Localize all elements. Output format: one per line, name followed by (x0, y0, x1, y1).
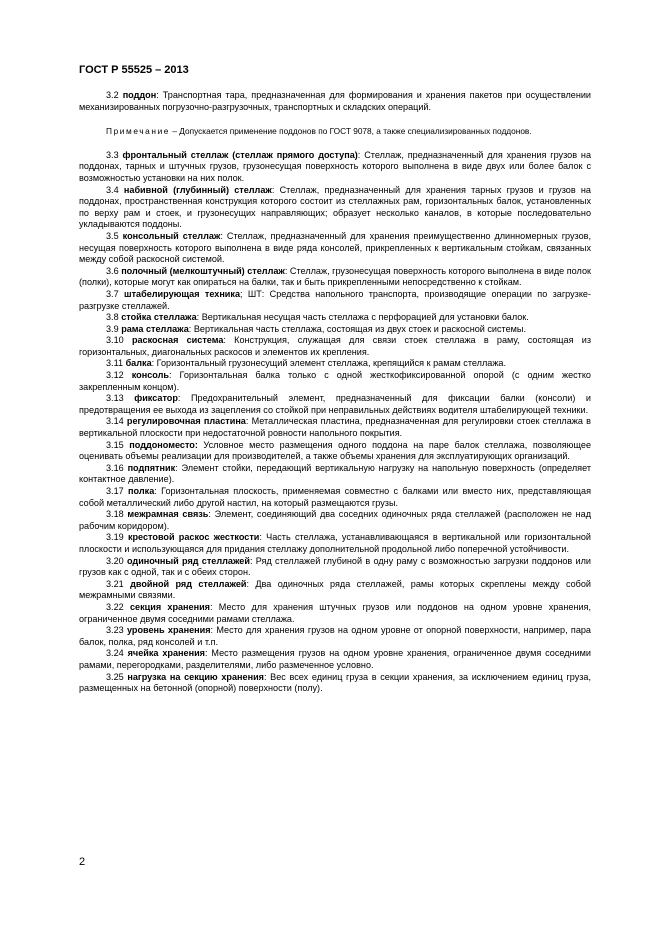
term-text: : Место для хранения грузов на одном уровне от опорной поверхности, например, пара балок, полка, ряд консолей и т.п. (79, 625, 591, 647)
term-number: 3.18 (106, 509, 124, 520)
term-text: : Элемент, соединяющий два соседних одиночных ряда стеллажей (расположен не над рабочим коридором). (79, 509, 592, 531)
term-definition (79, 312, 591, 324)
term-name: поддон (122, 90, 157, 100)
term-text: : Место для хранения штучных грузов или поддонов на одном уровне хранения, ограниченное двумя соседними рамами стеллажа. (79, 601, 591, 624)
term-text: : Горизонтальный грузонесущий элемент стеллажа, крепящийся к рамам стеллажа. (151, 358, 506, 369)
document-body (79, 90, 591, 695)
term-text: : Транспортная тара, предназначенная для формирования и хранения пакетов при осуществлении механизированных погрузочно-разгрузочных, транспортных и складских операций. (79, 90, 591, 112)
term-definition (79, 509, 591, 532)
term-name: крестовой раскос жесткости (127, 532, 260, 543)
term-definition (79, 648, 591, 671)
term-number: 3.4 (106, 184, 119, 195)
term-number: 3.23 (106, 625, 124, 636)
term-text: ; ШТ: Средства напольного транспорта, производящие операции по загрузке-разгрузке стеллажей. (79, 288, 591, 311)
term-number: 3.9 (106, 323, 119, 334)
term-definition (79, 231, 591, 266)
term-definition (79, 150, 591, 185)
term-text: : Вес всех единиц груза в секции хранения, за исключением единиц груза, размещенных на бетонной (опорной) поверхности (полу). (79, 671, 591, 694)
term-name: нагрузка на секцию хранения (127, 671, 264, 682)
term-text: Условное место размещения одного поддона на паре балок стеллажа, позволяющее оценивать объемы реализации для производителей, а также объемы хранения для эксплуатирующих организаций. (79, 439, 591, 462)
term-definition (79, 335, 591, 358)
note-label: Примечание (106, 126, 171, 137)
term-number: 3.3 (106, 149, 119, 160)
term-text: : Элемент стойки, передающий вертикальную нагрузку на напольную поверхность (определяет контактное давление). (79, 462, 592, 485)
term-definition (79, 602, 591, 625)
term-definition (79, 90, 591, 113)
term-number: 3.14 (106, 416, 124, 427)
term-text: : Вертикальная несущая часть стеллажа с перфорацией для установки балок. (196, 312, 529, 323)
term-number: 3.10 (106, 335, 124, 346)
term-number: 3.5 (106, 230, 119, 241)
term-name: полочный (мелкоштучный) стеллаж (121, 265, 285, 276)
term-text: : Предохранительный элемент, предназначенный для фиксации балки (консоли) и предотвращения ее выхода из зацепления со стойкой при неправильных действиях водителя штабелирующей техники. (79, 393, 591, 415)
term-definition (79, 266, 591, 289)
term-number: 3.17 (106, 486, 124, 496)
term-name: балка (125, 358, 152, 369)
term-number: 3.16 (106, 462, 124, 473)
term-name: полка (128, 486, 155, 496)
term-definition (79, 556, 591, 579)
term-definition (79, 370, 591, 393)
pre-term-list (79, 90, 591, 113)
term-name: раскосная система (131, 335, 224, 346)
term-number: 3.15 (106, 439, 124, 450)
term-text: : Конструкция, служащая для связи стоек стеллажа в раму, состоящая из горизонтальных, диагональных раскосов и элементов их крепления. (79, 335, 591, 357)
term-name: секция хранения (129, 601, 210, 612)
term-number: 3.24 (106, 648, 124, 659)
term-number: 3.6 (106, 265, 119, 276)
term-number: 3.8 (106, 312, 119, 323)
term-text: : Ряд стеллажей глубиной в одну раму с возможностью загрузки поддонов или грузов как с одной, так и с обеих сторон. (79, 555, 591, 578)
term-definition (79, 440, 591, 463)
term-name: подпятник (127, 462, 176, 473)
term-text: : Горизонтальная плоскость, применяемая совместно с балками или вместо них, представляющая собой металлический либо другой настил, на который размещаются грузы. (79, 486, 591, 508)
term-name: консольный стеллаж (122, 230, 221, 241)
term-name: стойка стеллажа (121, 312, 197, 323)
term-definition (79, 393, 591, 416)
note (79, 126, 591, 137)
term-number: 3.12 (106, 370, 124, 381)
term-text: : Стеллаж, грузонесущая поверхность которого выполнена в виде полок (полки), которые могут как опираться на балки, так и быть прикрепленными непосредственно к стойкам. (79, 265, 591, 288)
term-text: : Стеллаж, предназначенный для хранения грузов на поддонах, тарных и штучных грузов, грузонесущая поверхность которого выполнена в виде двух или более балок с возможностью установки на них полок. (79, 149, 592, 183)
term-text: : Стеллаж, предназначенный для хранения преимущественно длинномерных грузов, несущая поверхность которого выполнена в виде ряда консолей, прикрепленных к вертикальным стойкам, связанных между собой раскосной системой. (79, 230, 591, 265)
term-number: 3.20 (106, 555, 124, 566)
term-name: регулировочная пластина (126, 416, 246, 427)
term-definition (79, 672, 591, 695)
term-number: 3.19 (106, 532, 124, 543)
term-name: фиксатор (134, 393, 178, 404)
document-header: ГОСТ Р 55525 – 2013 (79, 64, 189, 76)
term-number: 3.21 (106, 578, 124, 589)
term-name: одиночный ряд стеллажей (126, 555, 250, 566)
term-name: штабелирующая техника (124, 288, 241, 299)
term-number: 3.11 (106, 358, 124, 369)
term-number: 3.13 (106, 393, 124, 404)
term-name: консоль (131, 370, 169, 381)
term-text: : Место размещения грузов на одном уровне хранения, ограниченное двумя соседними рамами, перегородками, разделителями, либо размеченное условно. (79, 648, 592, 670)
term-definition (79, 416, 591, 439)
term-name: межрамная связь (127, 509, 209, 520)
term-text: : Вертикальная часть стеллажа, состоящая из двух стоек и раскосной системы. (188, 323, 526, 334)
term-text: : Два одиночных ряда стеллажей, рамы которых скреплены между собой межрамными связями. (79, 578, 591, 601)
term-name: набивной (глубинный) стеллаж (123, 184, 272, 195)
term-definition (79, 463, 591, 486)
page-number: 2 (79, 856, 86, 868)
term-text: : Горизонтальная балка только с одной жесткофиксированной опорой (с одним жестко закрепленным концом). (79, 370, 591, 392)
term-definition (79, 625, 591, 648)
term-definition (79, 486, 591, 509)
term-text: : Металлическая пластина, предназначенная для регулировки стоек стеллажа в вертикальной плоскости при недостаточной ровности напольного покрытия. (79, 416, 591, 439)
term-number: 3.22 (106, 601, 124, 612)
term-definition (79, 289, 591, 312)
term-definition (79, 324, 591, 336)
note-text: – Допускается применение поддонов по ГОСТ 9078, а также специализированных поддонов. (170, 126, 532, 137)
term-name: двойной ряд стеллажей (130, 578, 247, 589)
term-name: рама стеллажа (121, 323, 189, 334)
term-name: поддономесто: (129, 439, 198, 450)
term-number: 3.2 (106, 90, 119, 100)
term-definition (79, 358, 591, 370)
term-name: ячейка хранения (127, 648, 205, 659)
term-definition (79, 185, 591, 231)
term-text: : Стеллаж, предназначенный для хранения тарных грузов и грузов на поддонах, пространственная конструкция которого состоит из стеллажных рам, горизонтальных балок, установленных по верху рам и стоек, и грузонесущих направляющих; образует несколько каналов, в которые последовательно укладываются поддоны. (79, 184, 591, 230)
term-number: 3.25 (106, 671, 124, 682)
term-name: уровень хранения (126, 625, 211, 636)
term-definition (79, 532, 591, 555)
term-number: 3.7 (106, 288, 119, 299)
term-name: фронтальный стеллаж (стеллаж прямого доступа) (122, 149, 358, 160)
term-text: : Часть стеллажа, устанавливающаяся в вертикальной или горизонтальной плоскости и использующаяся для придания стеллажу дополнительной продольной либо поперечной устойчивости. (79, 532, 591, 554)
term-list (79, 150, 591, 695)
term-definition (79, 579, 591, 602)
